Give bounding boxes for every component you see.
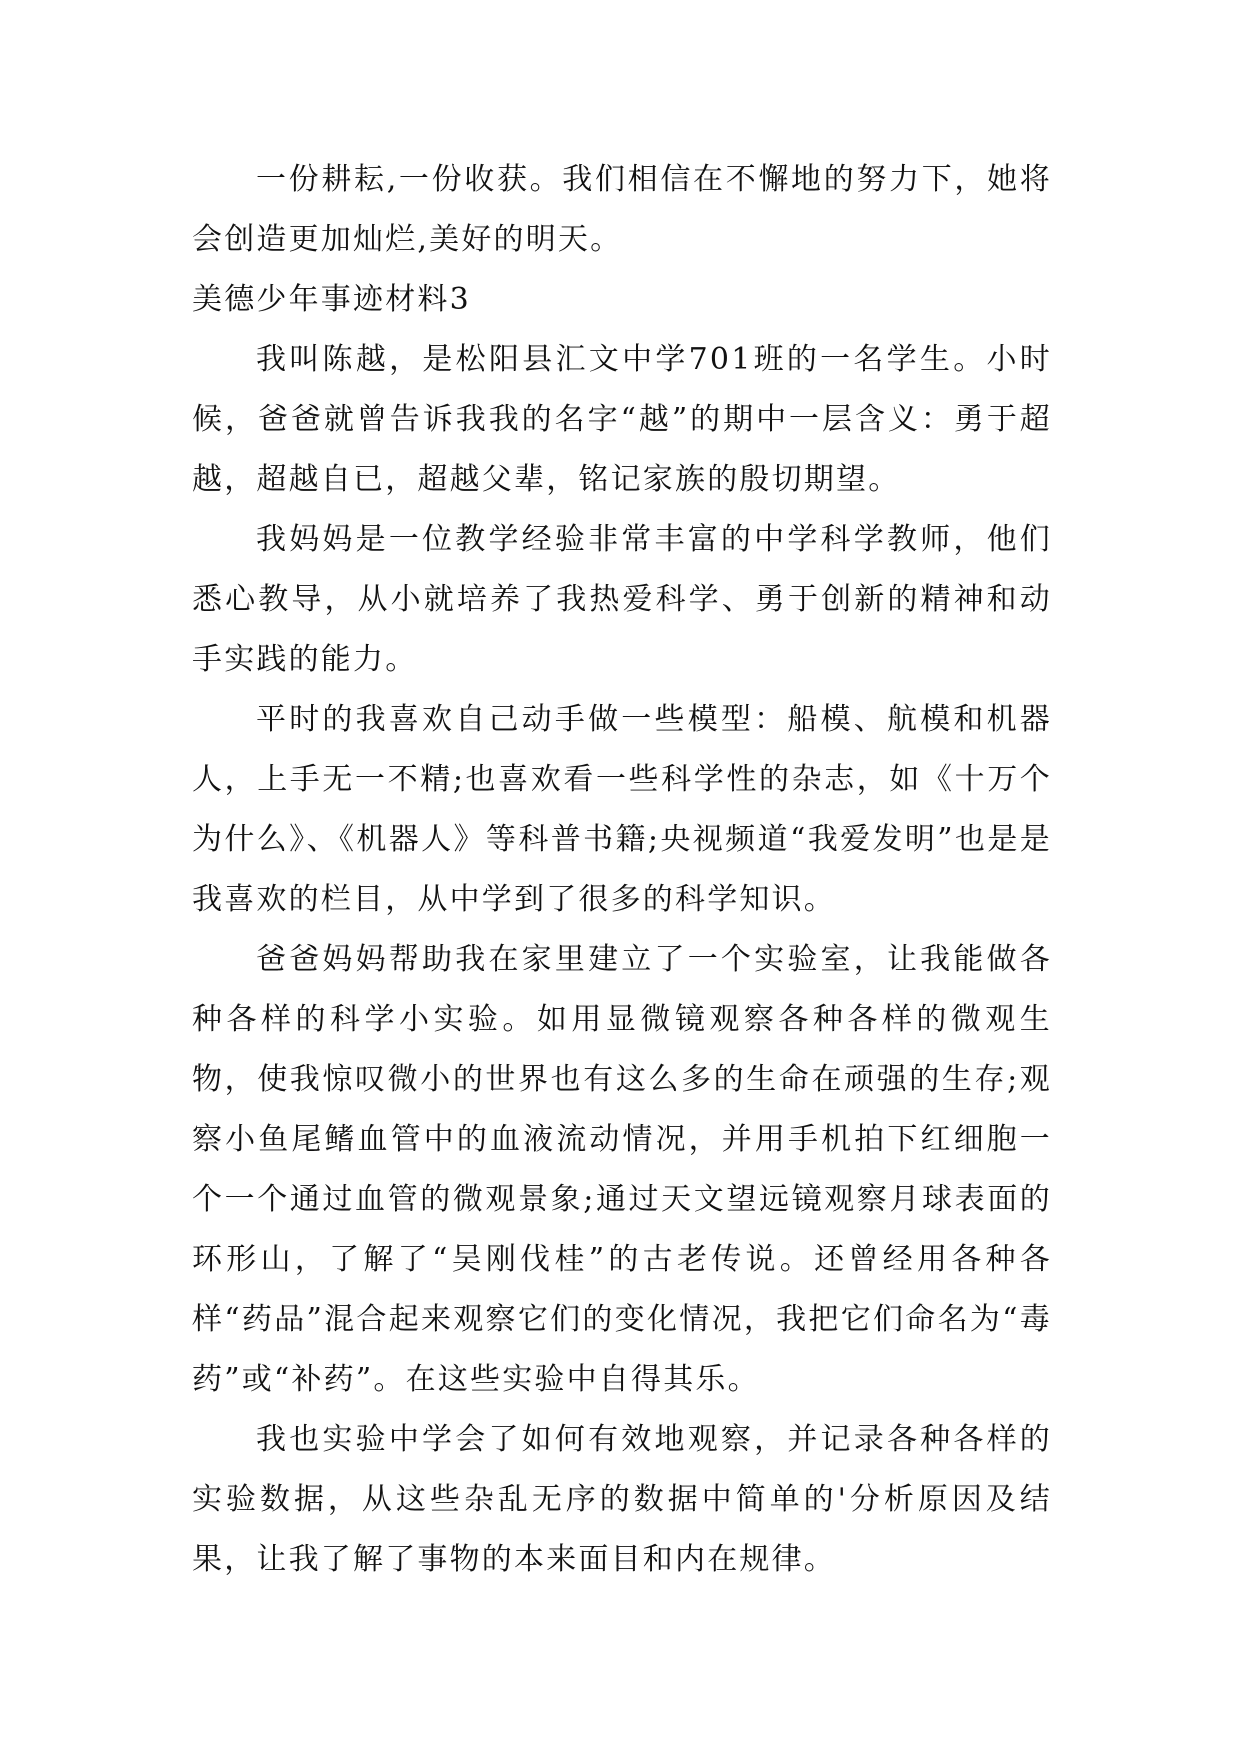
section-heading: 美德少年事迹材料3: [192, 282, 471, 317]
document-body: [192, 150, 1052, 1590]
paragraph: 爸爸妈妈帮助我在家里建立了一个实验室，让我能做各种各样的科学小实验。如用显微镜观察各种各样的微观生物，使我惊叹微小的世界也有这么多的生命在顽强的生存;观察小鱼尾鳍血管中的血液流动情况，并用手机拍下红细胞一个一个通过血管的微观景象;通过天文望远镜观察月球表面的环形山，了解了“吴刚伐桂”的古老传说。还曾经用各种各样“药品”混合起来观察它们的变化情况，我把它们命名为“毒药”或“补药”。在这些实验中自得其乐。: [192, 942, 1052, 1397]
paragraph: 平时的我喜欢自己动手做一些模型：船模、航模和机器人，上手无一不精;也喜欢看一些科学性的杂志，如《十万个为什么》、《机器人》等科普书籍;央视频道“我爱发明”也是是我喜欢的栏目，从中学到了很多的科学知识。: [192, 702, 1052, 917]
paragraph: 我妈妈是一位教学经验非常丰富的中学科学教师，他们悉心教导，从小就培养了我热爱科学、勇于创新的精神和动手实践的能力。: [192, 522, 1052, 677]
paragraph: 我叫陈越，是松阳县汇文中学701班的一名学生。小时候，爸爸就曾告诉我我的名字“越”的期中一层含义：勇于超越，超越自已，超越父辈，铭记家族的殷切期望。: [192, 342, 1052, 497]
paragraph: 一份耕耘,一份收获。我们相信在不懈地的努力下，她将会创造更加灿烂,美好的明天。: [192, 162, 1052, 257]
paragraph: 我也实验中学会了如何有效地观察，并记录各种各样的实验数据，从这些杂乱无序的数据中简单的'分析原因及结果，让我了解了事物的本来面目和内在规律。: [192, 1422, 1052, 1577]
